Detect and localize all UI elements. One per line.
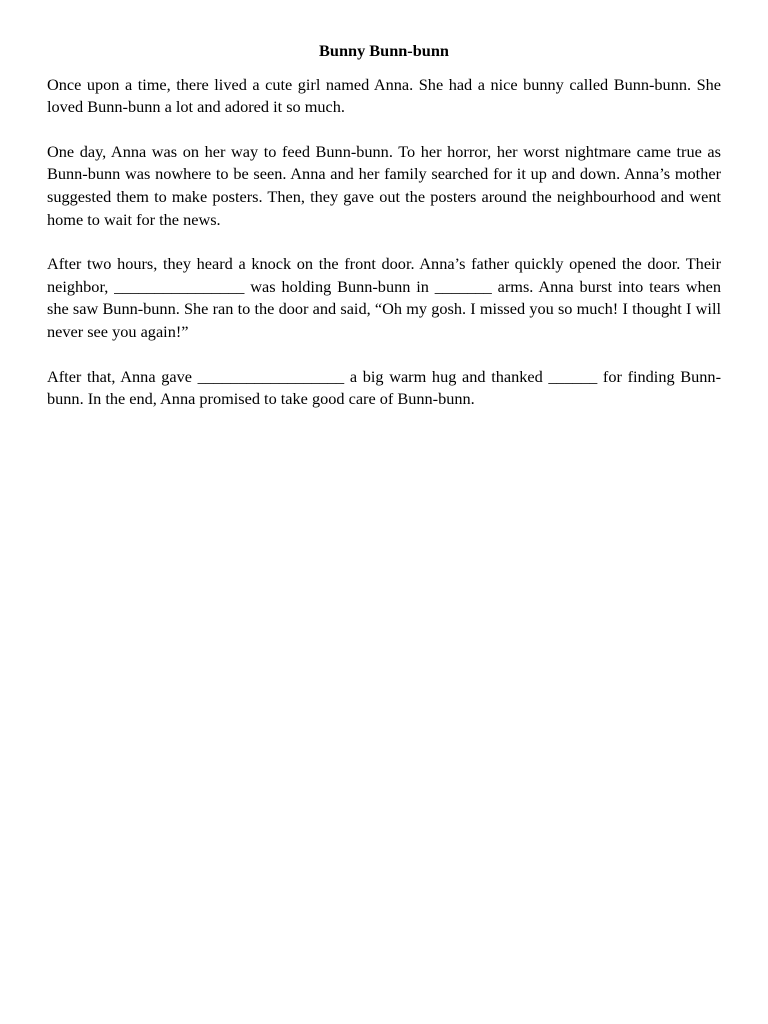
paragraph-2: One day, Anna was on her way to feed Bunn-bunn. To her horror, her worst nightmare came true as Bunn-bunn was nowhere to be seen. Anna and her family searched for it up and down. Anna’s mother suggested them to make posters. Then, they gave out the posters around the neighbourhood and went home to wait for the news. xyxy=(47,141,721,229)
document-page xyxy=(47,40,721,433)
paragraph-3: After two hours, they heard a knock on the front door. Anna’s father quickly opened the door. Their neighbor, ________________ was holding Bunn-bunn in _______ arms. Anna burst into tears when she saw Bunn-bunn. She ran to the door and said, “Oh my gosh. I missed you so much! I thought I will never see you again!” xyxy=(47,254,721,341)
paragraph-4: After that, Anna gave __________________ a big warm hug and thanked ______ for finding Bunn-bunn. In the end, Anna promised to take good care of Bunn-bunn. xyxy=(47,366,721,409)
paragraph-1: Once upon a time, there lived a cute girl named Anna. She had a nice bunny called Bunn-bunn. She loved Bunn-bunn a lot and adored it so much. xyxy=(47,74,721,117)
story-title: Bunny Bunn-bunn xyxy=(319,41,449,60)
